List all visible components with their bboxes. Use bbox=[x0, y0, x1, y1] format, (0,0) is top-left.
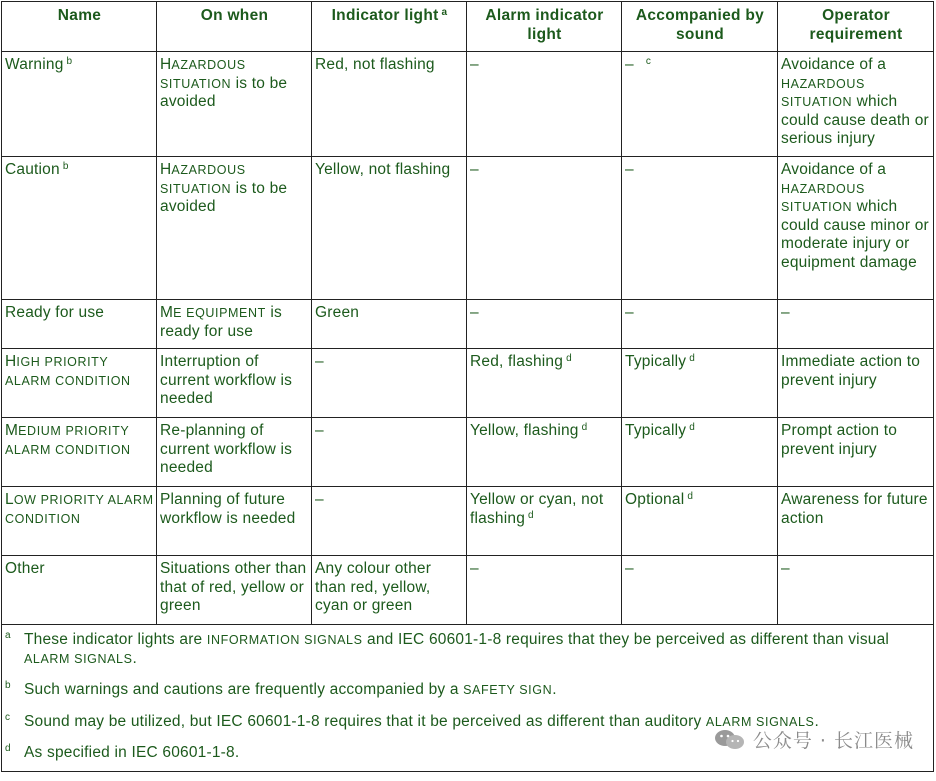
smallcaps-initial: H bbox=[160, 56, 172, 73]
table-row-low-priority bbox=[2, 487, 934, 556]
defined-term: IGH PRIORITY ALARM CONDITION bbox=[5, 355, 131, 388]
table-row-medium-priority bbox=[2, 418, 934, 487]
cell-alarm-indicator bbox=[467, 487, 622, 556]
cell-on-when: Re-planning of current workflow is needed bbox=[157, 418, 312, 487]
cell-alarm-indicator: – bbox=[467, 556, 622, 625]
footnote-text: Such warnings and cautions are frequently accompanied by a bbox=[24, 681, 464, 699]
cell-name bbox=[2, 157, 157, 300]
cell-alarm-indicator bbox=[467, 418, 622, 487]
name-text: Caution bbox=[5, 161, 60, 178]
footnote-ref: c bbox=[645, 56, 652, 67]
defined-term: HAZARDOUS SITUATION bbox=[781, 76, 865, 110]
smallcaps-initial: M bbox=[5, 422, 19, 439]
watermark-text: 公众号 · 长江医械 bbox=[752, 730, 914, 752]
footnote-ref: d bbox=[689, 422, 695, 433]
cell-name: Other bbox=[2, 556, 157, 625]
cell-operator-requirement bbox=[778, 157, 934, 300]
alarm-text: Red, flashing bbox=[470, 353, 564, 370]
cell-alarm-indicator: – bbox=[467, 300, 622, 349]
footnote-text: . bbox=[552, 681, 557, 699]
footnote-ref: d bbox=[689, 353, 695, 364]
table-header-row bbox=[2, 2, 934, 52]
footnote-ref: b bbox=[62, 161, 69, 172]
defined-term: AZARDOUS SITUATION bbox=[160, 58, 246, 91]
footnote-ref: d bbox=[687, 491, 694, 502]
table-row-ready bbox=[2, 300, 934, 349]
footnote-b bbox=[5, 681, 929, 700]
footnote-mark: a bbox=[5, 630, 11, 641]
footnote-text: and IEC 60601-1-8 requires that they be perceived as different than visual bbox=[362, 631, 890, 648]
header-indicator-light-label: Indicator light bbox=[331, 7, 439, 24]
name-text: Warning bbox=[5, 56, 64, 73]
defined-term: EDIUM PRIORITY ALARM CONDITION bbox=[5, 424, 131, 457]
footnote-text: These indicator lights are bbox=[24, 631, 207, 648]
footnote-ref: d bbox=[528, 509, 534, 521]
footnote-ref: d bbox=[566, 353, 572, 364]
cell-on-when: Planning of future workflow is needed bbox=[157, 487, 312, 556]
operator-text-post: which could cause death or serious injury bbox=[781, 93, 929, 148]
defined-term: HAZARDOUS SITUATION bbox=[781, 181, 865, 215]
footnote-mark: c bbox=[5, 711, 11, 723]
cell-sound: – bbox=[622, 556, 778, 625]
cell-on-when bbox=[157, 52, 312, 157]
on-when-text: is ready for use bbox=[160, 304, 282, 340]
cell-name bbox=[2, 418, 157, 487]
sound-text: Optional bbox=[625, 491, 685, 508]
cell-on-when: Situations other than that of red, yellow or green bbox=[157, 556, 312, 625]
defined-term: SAFETY SIGN bbox=[463, 683, 553, 698]
defined-term: ALARM SIGNALS bbox=[24, 651, 133, 666]
sound-text: Typically bbox=[625, 353, 687, 370]
smallcaps-initial: L bbox=[5, 491, 14, 508]
header-indicator-light bbox=[312, 2, 467, 52]
cell-operator-requirement: Immediate action to prevent injury bbox=[778, 349, 934, 418]
cell-operator-requirement: – bbox=[778, 300, 934, 349]
alarm-text: Yellow or cyan, not flashing bbox=[470, 491, 604, 527]
footnote-ref: a bbox=[441, 7, 448, 18]
operator-text-pre: Avoidance of a bbox=[781, 161, 887, 178]
footnote-ref: d bbox=[581, 422, 588, 433]
footnote-text: . bbox=[814, 712, 819, 730]
cell-sound bbox=[622, 52, 778, 157]
cell-indicator-light: – bbox=[312, 418, 467, 487]
cell-sound: – bbox=[622, 300, 778, 349]
cell-sound bbox=[622, 349, 778, 418]
footnote-mark: d bbox=[5, 743, 11, 755]
cell-indicator-light: Green bbox=[312, 300, 467, 349]
cell-sound bbox=[622, 487, 778, 556]
cell-operator-requirement: – bbox=[778, 556, 934, 625]
cell-alarm-indicator bbox=[467, 349, 622, 418]
cell-name bbox=[2, 349, 157, 418]
sound-text: – bbox=[625, 56, 634, 73]
cell-operator-requirement bbox=[778, 52, 934, 157]
cell-operator-requirement: Awareness for future action bbox=[778, 487, 934, 556]
footnote-text: . bbox=[132, 649, 138, 667]
document-page bbox=[1, 1, 933, 777]
cell-name: Ready for use bbox=[2, 300, 157, 349]
operator-text-pre: Avoidance of a bbox=[781, 56, 887, 73]
defined-term: OW PRIORITY ALARM CONDITION bbox=[5, 493, 154, 526]
cell-indicator-light: – bbox=[312, 349, 467, 418]
defined-term: AZARDOUS SITUATION bbox=[160, 163, 246, 196]
cell-indicator-light: Red, not flashing bbox=[312, 52, 467, 157]
cell-on-when bbox=[157, 300, 312, 349]
cell-indicator-light: Any colour other than red, yellow, cyan or green bbox=[312, 556, 467, 625]
smallcaps-initial: H bbox=[5, 353, 17, 370]
wechat-icon bbox=[713, 728, 747, 752]
cell-name bbox=[2, 52, 157, 157]
cell-operator-requirement: Prompt action to prevent injury bbox=[778, 418, 934, 487]
table-row-other bbox=[2, 556, 934, 625]
cell-indicator-light: Yellow, not flashing bbox=[312, 157, 467, 300]
header-accompanied-by-sound: Accompanied by sound bbox=[622, 2, 778, 52]
alarm-text: Yellow, flashing bbox=[470, 422, 579, 439]
footnote-ref: b bbox=[66, 56, 73, 67]
indicator-light-table bbox=[1, 1, 934, 772]
header-operator-requirement: Operator requirement bbox=[778, 2, 934, 52]
cell-alarm-indicator: – bbox=[467, 157, 622, 300]
cell-on-when bbox=[157, 157, 312, 300]
cell-indicator-light: – bbox=[312, 487, 467, 556]
operator-text-post: which could cause minor or moderate injury or equipment damage bbox=[781, 198, 929, 271]
cell-on-when: Interruption of current workflow is needed bbox=[157, 349, 312, 418]
footnote-a bbox=[5, 631, 929, 668]
cell-name bbox=[2, 487, 157, 556]
table-row-warning bbox=[2, 52, 934, 157]
table-row-caution bbox=[2, 157, 934, 300]
on-when-text: is to be avoided bbox=[160, 74, 288, 111]
table-row-high-priority bbox=[2, 349, 934, 418]
header-alarm-indicator-light: Alarm indicator light bbox=[467, 2, 622, 52]
header-on-when: On when bbox=[157, 2, 312, 52]
header-name: Name bbox=[2, 2, 157, 52]
defined-term: INFORMATION SIGNALS bbox=[206, 633, 363, 647]
on-when-text: is to be avoided bbox=[160, 179, 288, 216]
cell-sound bbox=[622, 418, 778, 487]
smallcaps-initial: H bbox=[160, 161, 172, 178]
cell-alarm-indicator: – bbox=[467, 52, 622, 157]
footnote-mark: b bbox=[5, 680, 11, 692]
defined-term: E EQUIPMENT bbox=[173, 306, 266, 320]
smallcaps-initial: M bbox=[160, 304, 174, 321]
sound-text: Typically bbox=[625, 422, 687, 439]
footnote-text: As specified in IEC 60601-1-8. bbox=[24, 744, 240, 762]
footnote-text: Sound may be utilized, but IEC 60601-1-8 requires that it be perceived as different than auditory bbox=[24, 712, 706, 730]
defined-term: ALARM SIGNALS bbox=[705, 714, 815, 729]
watermark bbox=[713, 726, 914, 753]
cell-sound: – bbox=[622, 157, 778, 300]
